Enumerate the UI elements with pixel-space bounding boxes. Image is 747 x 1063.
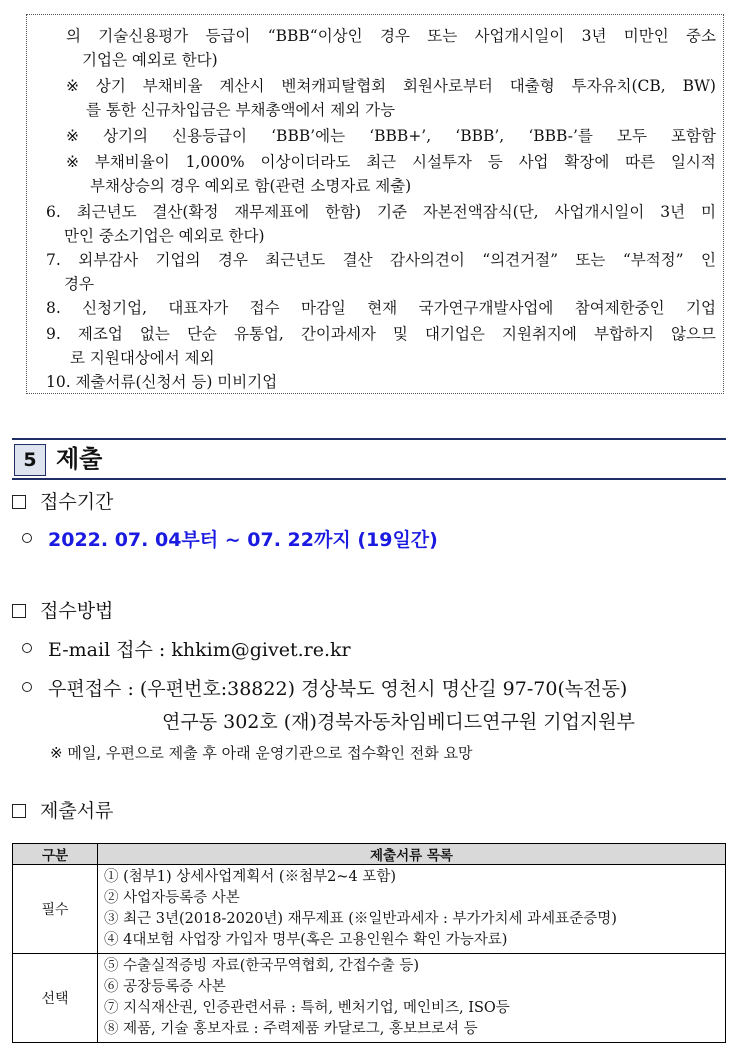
documents-table xyxy=(12,843,726,1043)
list-item: ⑧ 제품, 기술 홍보자료 : 주력제품 카달로그, 홍보브로셔 등 xyxy=(104,1021,478,1037)
criteria-word: 확장에 xyxy=(564,153,610,171)
period-item xyxy=(22,527,438,553)
category-cell: 필수 xyxy=(13,865,98,954)
criteria-word: 기업 xyxy=(685,299,716,317)
criteria-word: 3년 xyxy=(581,27,607,45)
list-item: ③ 최근 3년(2018-2020년) 재무제표 (※일반과세자 : 부가가치세 과세표준증명) xyxy=(104,911,617,927)
criteria-word: 지원취지에 xyxy=(502,325,577,343)
criteria-word: 의 xyxy=(66,27,81,45)
criteria-word: 없는 xyxy=(139,325,170,343)
criteria-line: 만인 중소기업은 예외로 한다) xyxy=(64,227,265,245)
criteria-word: 일시적 xyxy=(670,153,716,171)
period-heading-label: 접수기간 xyxy=(40,491,114,513)
criteria-word: 경우 xyxy=(217,251,248,269)
criteria-word: 사업개시일이 xyxy=(474,27,565,45)
col-category-header: 구분 xyxy=(13,844,98,865)
list-item: ⑦ 지식재산권, 인증관련서류 : 특허, 벤처기업, 메인비즈, ISO등 xyxy=(104,1000,510,1016)
method-email-item xyxy=(22,637,351,663)
criteria-word: ‘BBB+’, xyxy=(369,127,432,145)
criteria-word: 포함함 xyxy=(671,127,716,145)
criteria-line xyxy=(46,202,716,222)
criteria-word: 대기업은 xyxy=(425,325,485,343)
criteria-word: 벤쳐캐피탈협회 xyxy=(281,77,387,95)
criteria-word: 외부감사 xyxy=(78,251,139,269)
criteria-line: 10. 제출서류(신청서 등) 미비기업 xyxy=(46,373,278,391)
documents-heading-label: 제출서류 xyxy=(40,800,114,822)
submission-note: ※ 메일, 우편으로 제출 후 아래 운영기관으로 접수확인 전화 요망 xyxy=(50,744,473,762)
criteria-word: ‘BBB-’를 xyxy=(528,127,593,145)
list-item: ⑥ 공장등록증 사본 xyxy=(104,979,226,995)
criteria-word: 마감일 xyxy=(300,299,346,317)
criteria-line xyxy=(66,152,716,172)
criteria-word: 부채비율이 xyxy=(94,153,170,171)
criteria-word: 자본전액잠식(단, xyxy=(422,203,539,221)
table-header-row xyxy=(13,844,726,865)
criteria-word: ※ xyxy=(66,127,79,145)
criteria-word: 상기의 xyxy=(103,127,149,145)
criteria-word: 따른 xyxy=(625,153,656,171)
criteria-word: 9. xyxy=(46,325,61,343)
items-cell xyxy=(98,865,726,954)
table-row xyxy=(13,865,726,954)
list-item: ② 사업자등록증 사본 xyxy=(104,890,240,906)
items-cell xyxy=(98,954,726,1043)
criteria-line xyxy=(66,126,716,146)
criteria-word: 기술신용평가 xyxy=(98,27,189,45)
criteria-word: 신청기업, xyxy=(82,299,147,317)
criteria-word: 등급이 xyxy=(205,27,251,45)
list-item: ④ 4대보험 사업장 가입자 명부(혹은 고용인원수 확인 가능자료) xyxy=(104,932,508,948)
criteria-word: 기업의 xyxy=(155,251,201,269)
criteria-word: 기준 xyxy=(376,203,407,221)
section-rule-bottom xyxy=(12,478,726,480)
period-heading xyxy=(12,489,113,515)
criteria-word: 참여제한중인 xyxy=(574,299,665,317)
criteria-word: 않으므 xyxy=(670,325,716,343)
post-method-label: 우편접수 : (우편번호:38822) 경상북도 영천시 명산길 97-70(녹전동) xyxy=(48,678,628,700)
criteria-line: 로 지원대상에서 제외 xyxy=(70,349,215,367)
category-cell: 선택 xyxy=(13,954,98,1043)
circle-bullet-icon xyxy=(22,643,32,653)
criteria-word: 유통업, xyxy=(234,325,284,343)
criteria-word: 시설투자 xyxy=(412,153,472,171)
criteria-word: “부적정” xyxy=(622,251,684,269)
criteria-line xyxy=(66,26,716,46)
method-post-item xyxy=(22,676,627,702)
criteria-line xyxy=(46,250,716,270)
criteria-word: 또는 xyxy=(575,251,606,269)
criteria-word: 사업개시일이 xyxy=(554,203,645,221)
list-item: ⑤ 수출실적증빙 자료(한국무역협회, 간접수출 등) xyxy=(104,958,419,974)
criteria-line: 경우 xyxy=(64,275,94,293)
criteria-word: “BBB“이상인 xyxy=(267,27,363,45)
criteria-word: 중소 xyxy=(686,27,716,45)
table-row xyxy=(13,954,726,1043)
criteria-line xyxy=(46,324,716,344)
criteria-word: 회원사로부터 xyxy=(403,77,493,95)
list-item: ① (첨부1) 상세사업계획서 (※첨부2~4 포함) xyxy=(104,869,396,885)
criteria-word: ※ xyxy=(66,77,79,95)
criteria-word: 8. xyxy=(46,299,61,317)
criteria-word: 현재 xyxy=(367,299,398,317)
method-heading-label: 접수방법 xyxy=(40,600,114,622)
criteria-word: ‘BBB’에는 xyxy=(271,127,346,145)
criteria-line: 부채상승의 경우 예외로 함(관련 소명자료 제출) xyxy=(90,177,412,195)
criteria-word: 6. xyxy=(46,203,61,221)
criteria-word: 최근 xyxy=(366,153,397,171)
section-rule-top xyxy=(12,438,726,440)
criteria-word: 1,000% xyxy=(185,153,245,171)
criteria-word: 경우 xyxy=(379,27,410,45)
criteria-word: 부채비율 xyxy=(142,77,203,95)
checkbox-square-icon xyxy=(12,495,26,509)
criteria-word: 결산 xyxy=(342,251,373,269)
criteria-word: 3년 xyxy=(660,203,686,221)
criteria-word: ‘BBB’, xyxy=(455,127,505,145)
criteria-word: 재무제표에 xyxy=(234,203,310,221)
criteria-word: 한함) xyxy=(325,203,362,221)
col-list-header: 제출서류 목록 xyxy=(98,844,726,865)
criteria-line xyxy=(66,76,716,96)
criteria-word: 신용등급이 xyxy=(172,127,248,145)
circle-bullet-icon xyxy=(22,533,32,543)
criteria-word: 상기 xyxy=(95,77,126,95)
criteria-word: 투자유치(CB, xyxy=(571,77,666,95)
criteria-word: 감사의견이 xyxy=(389,251,465,269)
criteria-word: 접수 xyxy=(249,299,280,317)
criteria-word: 사업 xyxy=(518,153,549,171)
criteria-word: 최근년도 xyxy=(76,203,137,221)
criteria-word: 또는 xyxy=(427,27,458,45)
criteria-word: 7. xyxy=(46,251,61,269)
post-address-line2: 연구동 302호 (재)경북자동차임베디드연구원 기업지원부 xyxy=(162,711,635,733)
email-method-label: E-mail 접수 : khkim@givet.re.kr xyxy=(48,639,351,661)
criteria-word: 인 xyxy=(701,251,716,269)
criteria-line xyxy=(46,298,716,318)
criteria-word: 단순 xyxy=(186,325,217,343)
criteria-word: 부합하지 xyxy=(593,325,654,343)
section-number: 5 xyxy=(14,444,46,476)
criteria-word: 국가연구개발사업에 xyxy=(418,299,554,317)
documents-heading xyxy=(12,798,113,824)
criteria-word: 및 xyxy=(392,325,408,343)
criteria-word: ※ xyxy=(66,153,79,171)
checkbox-square-icon xyxy=(12,804,26,818)
criteria-word: 미만인 xyxy=(623,27,669,45)
criteria-word: 대출형 xyxy=(509,77,555,95)
criteria-word: 등 xyxy=(487,153,503,171)
criteria-word: 계산시 xyxy=(219,77,265,95)
method-heading xyxy=(12,598,113,624)
criteria-word: “의견거절” xyxy=(482,251,559,269)
criteria-word: 최근년도 xyxy=(265,251,326,269)
criteria-word: 대표자가 xyxy=(168,299,229,317)
criteria-word: 간이과세자 xyxy=(300,325,376,343)
criteria-word: 제조업 xyxy=(77,325,123,343)
criteria-word: 결산(확정 xyxy=(152,203,219,221)
criteria-line: 기업은 예외로 한다) xyxy=(82,51,218,69)
period-value: 2022. 07. 04부터 ~ 07. 22까지 (19일간) xyxy=(48,529,438,551)
criteria-word: 미 xyxy=(700,203,716,221)
criteria-line: 를 통한 신규차입금은 부채총액에서 제외 가능 xyxy=(86,101,396,119)
circle-bullet-icon xyxy=(22,682,32,692)
section-title: 제출 xyxy=(56,445,103,473)
criteria-word: 이상이더라도 xyxy=(260,153,351,171)
section-header xyxy=(12,438,726,480)
checkbox-square-icon xyxy=(12,604,26,618)
criteria-word: 모두 xyxy=(616,127,647,145)
criteria-word: BW) xyxy=(682,77,716,95)
